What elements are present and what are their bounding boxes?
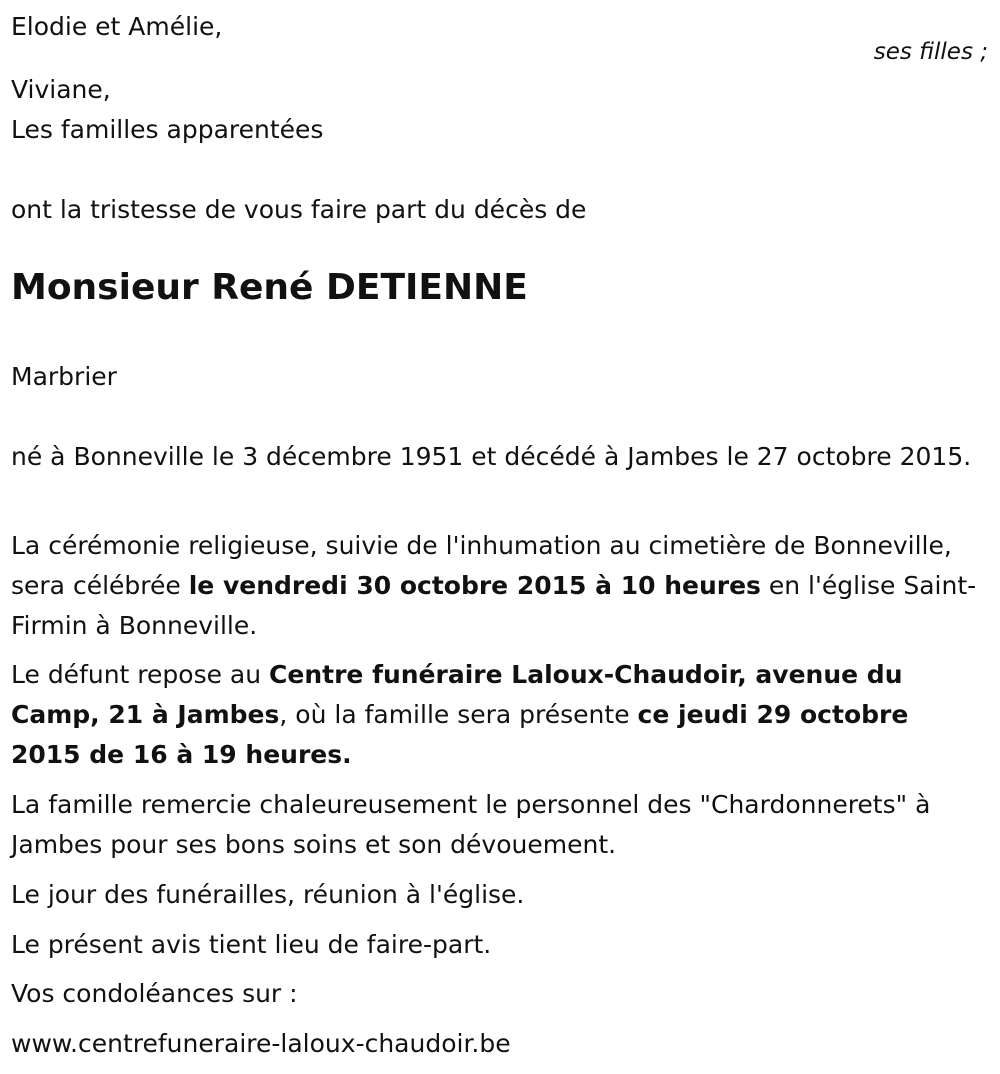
condolences-label: Vos condoléances sur : (11, 979, 298, 1008)
profession-line: Marbrier (11, 362, 117, 391)
repose-text-before: Le défunt repose au (11, 660, 270, 689)
deceased-name: Monsieur René DETIENNE (11, 267, 528, 308)
daughters-role: ses filles ; (873, 39, 988, 65)
families-line: Les familles apparentées (11, 115, 324, 144)
repose-location: Centre funéraire Laloux-Chaudoir, avenue du Camp, 21 à Jambes (11, 660, 903, 729)
website-link[interactable]: www.centrefuneraire-laloux-chaudoir.be (11, 1029, 511, 1058)
repose-visit-time: ce jeudi 29 octobre 2015 de 16 à 19 heures. (11, 700, 909, 769)
ceremony-paragraph (11, 526, 986, 646)
intro-line: ont la tristesse de vous faire part du décès de (11, 195, 587, 224)
repose-paragraph (11, 655, 986, 775)
companion-line: Viviane, (11, 75, 111, 104)
ceremony-text-after: en l'église Saint-Firmin à Bonneville. (11, 571, 977, 640)
notice-line: Le présent avis tient lieu de faire-part. (11, 930, 492, 959)
repose-text-middle: , où la famille sera présente (279, 700, 638, 729)
funeral-meeting-line: Le jour des funérailles, réunion à l'église. (11, 880, 525, 909)
thanks-paragraph: La famille remercie chaleureusement le personnel des "Chardonnerets" à Jambes pour ses bons soins et son dévouement. (11, 790, 931, 859)
daughters-line: Elodie et Amélie, (11, 12, 223, 41)
ceremony-text-before: La cérémonie religieuse, suivie de l'inhumation au cimetière de Bonneville, sera célébrée (11, 531, 952, 600)
birth-death-paragraph: né à Bonneville le 3 décembre 1951 et décédé à Jambes le 27 octobre 2015. (11, 442, 972, 471)
ceremony-date: le vendredi 30 octobre 2015 à 10 heures (188, 571, 761, 600)
